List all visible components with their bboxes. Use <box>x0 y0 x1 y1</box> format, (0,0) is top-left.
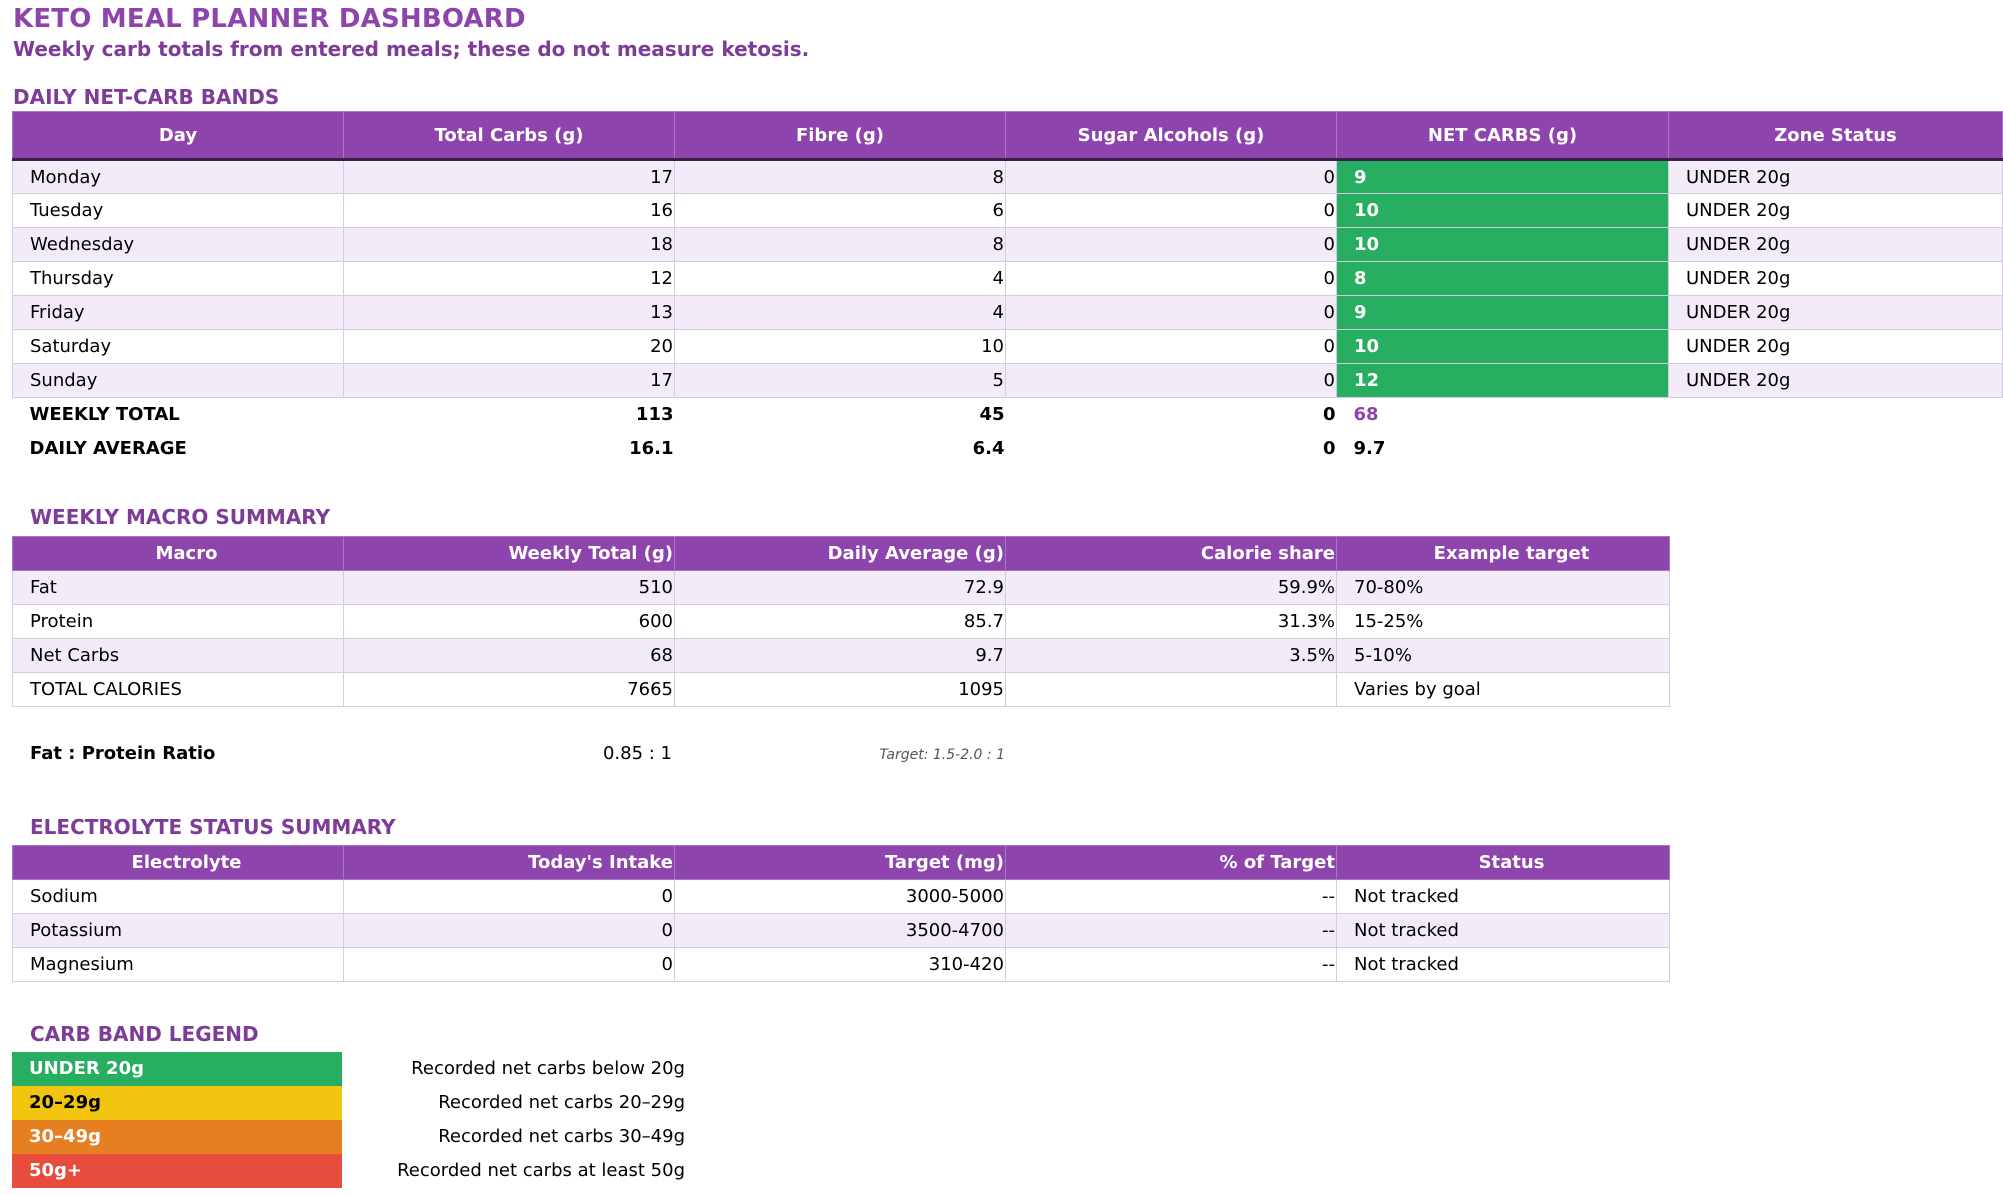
col-header-percent-of-target[interactable]: % of Target <box>1006 846 1337 880</box>
macro-cell[interactable]: Fat <box>13 571 344 605</box>
legend-item-20-29g[interactable] <box>12 1086 1012 1120</box>
table-row[interactable] <box>13 605 1670 639</box>
net-carbs-cell[interactable]: 12 <box>1337 364 1669 398</box>
table-row[interactable] <box>13 880 1670 914</box>
zone-status-cell[interactable]: UNDER 20g <box>1669 296 2003 330</box>
zone-status-cell[interactable]: UNDER 20g <box>1669 262 2003 296</box>
weekly-total-cell[interactable]: 600 <box>344 605 675 639</box>
zone-status-cell[interactable]: UNDER 20g <box>1669 364 2003 398</box>
example-target-cell[interactable]: 15-25% <box>1337 605 1670 639</box>
target-cell[interactable]: 310-420 <box>675 948 1006 982</box>
col-header-status[interactable]: Status <box>1337 846 1670 880</box>
fibre-cell[interactable]: 6 <box>675 194 1006 228</box>
sugar-alcohols-cell[interactable]: 0 <box>1006 160 1337 194</box>
table-row[interactable] <box>13 160 2003 194</box>
table-row[interactable] <box>13 194 2003 228</box>
zone-status-cell[interactable]: UNDER 20g <box>1669 160 2003 194</box>
net-carbs-cell[interactable]: 8 <box>1337 262 1669 296</box>
sugar-alcohols-cell[interactable]: 0 <box>1006 194 1337 228</box>
net-carbs-cell[interactable]: 9 <box>1337 160 1669 194</box>
day-cell[interactable]: Wednesday <box>13 228 344 262</box>
weekly-total-fibre[interactable]: 45 <box>979 404 1005 426</box>
sugar-alcohols-cell[interactable]: 0 <box>1006 228 1337 262</box>
percent-cell[interactable]: -- <box>1006 914 1337 948</box>
fibre-cell[interactable]: 8 <box>675 228 1006 262</box>
zone-status-cell[interactable]: UNDER 20g <box>1669 330 2003 364</box>
electrolyte-header-row <box>13 846 1670 880</box>
day-cell[interactable]: Saturday <box>13 330 344 364</box>
fat-protein-ratio-target: Target: 1.5-2.0 : 1 <box>879 747 1005 763</box>
col-header-total-carbs[interactable]: Total Carbs (g) <box>344 112 675 160</box>
net-carbs-cell[interactable]: 10 <box>1337 228 1669 262</box>
macro-cell[interactable]: TOTAL CALORIES <box>13 673 344 707</box>
weekly-total-cell[interactable]: 68 <box>344 639 675 673</box>
legend-item-under-20g[interactable] <box>12 1052 1012 1086</box>
net-carbs-cell[interactable]: 10 <box>1337 330 1669 364</box>
daily-average-fibre[interactable]: 6.4 <box>972 438 1005 459</box>
percent-cell[interactable]: -- <box>1006 948 1337 982</box>
percent-cell[interactable]: -- <box>1006 880 1337 914</box>
legend-swatch-green: UNDER 20g <box>12 1052 342 1086</box>
table-row[interactable] <box>13 914 1670 948</box>
col-header-example-target[interactable]: Example target <box>1337 537 1670 571</box>
weekly-total-row[interactable] <box>13 398 2003 432</box>
total-carbs-cell[interactable]: 20 <box>344 330 675 364</box>
sugar-alcohols-cell[interactable]: 0 <box>1006 330 1337 364</box>
daily-section-title: DAILY NET-CARB BANDS <box>13 85 280 109</box>
table-row[interactable] <box>13 571 1670 605</box>
daily-average-cell[interactable]: 9.7 <box>675 639 1006 673</box>
col-header-target-mg[interactable]: Target (mg) <box>675 846 1006 880</box>
fibre-cell[interactable]: 5 <box>675 364 1006 398</box>
fibre-cell[interactable]: 4 <box>675 296 1006 330</box>
fat-protein-ratio-label: Fat : Protein Ratio <box>30 743 216 764</box>
table-row[interactable] <box>13 673 1670 707</box>
daily-average-cell[interactable]: 72.9 <box>675 571 1006 605</box>
example-target-cell[interactable]: Varies by goal <box>1337 673 1670 707</box>
target-cell[interactable]: 3000-5000 <box>675 880 1006 914</box>
fibre-cell[interactable]: 8 <box>675 160 1006 194</box>
macro-header-row <box>13 537 1670 571</box>
weekly-total-net-carbs[interactable]: 68 <box>1353 404 1379 426</box>
legend-swatch-orange: 30–49g <box>12 1120 342 1154</box>
fibre-cell[interactable]: 10 <box>675 330 1006 364</box>
day-cell[interactable]: Thursday <box>13 262 344 296</box>
total-carbs-cell[interactable]: 12 <box>344 262 675 296</box>
daily-average-label: DAILY AVERAGE <box>29 438 187 459</box>
weekly-total-cell[interactable]: 7665 <box>344 673 675 707</box>
total-carbs-cell[interactable]: 18 <box>344 228 675 262</box>
zone-status-cell[interactable]: UNDER 20g <box>1669 194 2003 228</box>
legend-description: Recorded net carbs 20–29g <box>438 1092 685 1113</box>
weekly-total-label: WEEKLY TOTAL <box>29 404 180 426</box>
empty-cell <box>1669 398 2003 432</box>
daily-average-net-carbs[interactable]: 9.7 <box>1353 438 1386 459</box>
total-carbs-cell[interactable]: 16 <box>344 194 675 228</box>
day-cell[interactable]: Friday <box>13 296 344 330</box>
table-row[interactable] <box>13 364 2003 398</box>
total-carbs-cell[interactable]: 17 <box>344 364 675 398</box>
col-header-net-carbs[interactable]: NET CARBS (g) <box>1337 112 1669 160</box>
legend-section-title: CARB BAND LEGEND <box>30 1022 259 1046</box>
intake-cell[interactable]: 0 <box>344 880 675 914</box>
table-row[interactable] <box>13 639 1670 673</box>
col-header-weekly-total[interactable]: Weekly Total (g) <box>344 537 675 571</box>
status-cell[interactable]: Not tracked <box>1337 880 1670 914</box>
table-row[interactable] <box>13 948 1670 982</box>
sugar-alcohols-cell[interactable]: 0 <box>1006 296 1337 330</box>
col-header-sugar-alcohols[interactable]: Sugar Alcohols (g) <box>1006 112 1337 160</box>
table-row[interactable] <box>13 330 2003 364</box>
page-subtitle: Weekly carb totals from entered meals; these do not measure ketosis. <box>13 37 810 61</box>
table-row[interactable] <box>13 228 2003 262</box>
calorie-share-cell[interactable]: 31.3% <box>1006 605 1337 639</box>
intake-cell[interactable]: 0 <box>344 914 675 948</box>
daily-average-row[interactable] <box>13 432 2003 466</box>
macro-section-title: WEEKLY MACRO SUMMARY <box>30 505 331 529</box>
empty-cell <box>1669 432 2003 466</box>
col-header-calorie-share[interactable]: Calorie share <box>1006 537 1337 571</box>
daily-average-carbs[interactable]: 16.1 <box>629 438 674 459</box>
legend-item-50g-plus[interactable] <box>12 1154 1012 1188</box>
macro-summary-table <box>12 536 1670 707</box>
electrolyte-table <box>12 845 1670 982</box>
daily-average-cell[interactable]: 1095 <box>675 673 1006 707</box>
fibre-cell[interactable]: 4 <box>675 262 1006 296</box>
net-carbs-cell[interactable]: 9 <box>1337 296 1669 330</box>
daily-average-cell[interactable]: 85.7 <box>675 605 1006 639</box>
electrolyte-cell[interactable]: Magnesium <box>13 948 344 982</box>
target-cell[interactable]: 3500-4700 <box>675 914 1006 948</box>
weekly-total-carbs[interactable]: 113 <box>635 404 674 426</box>
calorie-share-cell[interactable]: 3.5% <box>1006 639 1337 673</box>
zone-status-cell[interactable]: UNDER 20g <box>1669 228 2003 262</box>
net-carbs-cell[interactable]: 10 <box>1337 194 1669 228</box>
weekly-total-cell[interactable]: 510 <box>344 571 675 605</box>
col-header-fibre[interactable]: Fibre (g) <box>675 112 1006 160</box>
macro-cell[interactable]: Protein <box>13 605 344 639</box>
intake-cell[interactable]: 0 <box>344 948 675 982</box>
legend-swatch-yellow: 20–29g <box>12 1086 342 1120</box>
legend-description: Recorded net carbs at least 50g <box>397 1160 685 1181</box>
electrolyte-cell[interactable]: Sodium <box>13 880 344 914</box>
legend-description: Recorded net carbs 30–49g <box>438 1126 685 1147</box>
daily-header-row <box>13 112 2003 160</box>
fat-protein-ratio-value[interactable]: 0.85 : 1 <box>602 743 672 764</box>
daily-average-sugar-alcohols[interactable]: 0 <box>1322 438 1336 459</box>
legend-description: Recorded net carbs below 20g <box>411 1058 685 1079</box>
table-row[interactable] <box>13 296 2003 330</box>
day-cell[interactable]: Tuesday <box>13 194 344 228</box>
col-header-day[interactable]: Day <box>13 112 344 160</box>
calorie-share-cell[interactable]: 59.9% <box>1006 571 1337 605</box>
page-title: KETO MEAL PLANNER DASHBOARD <box>13 4 526 34</box>
table-row[interactable] <box>13 262 2003 296</box>
sugar-alcohols-cell[interactable]: 0 <box>1006 364 1337 398</box>
weekly-total-sugar-alcohols[interactable]: 0 <box>1322 404 1336 426</box>
status-cell[interactable]: Not tracked <box>1337 948 1670 982</box>
col-header-todays-intake[interactable]: Today's Intake <box>344 846 675 880</box>
electrolyte-cell[interactable]: Potassium <box>13 914 344 948</box>
col-header-macro[interactable]: Macro <box>13 537 344 571</box>
legend-item-30-49g[interactable] <box>12 1120 1012 1154</box>
col-header-zone-status[interactable]: Zone Status <box>1669 112 2003 160</box>
sugar-alcohols-cell[interactable]: 0 <box>1006 262 1337 296</box>
electrolyte-section-title: ELECTROLYTE STATUS SUMMARY <box>30 815 396 839</box>
status-cell[interactable]: Not tracked <box>1337 914 1670 948</box>
col-header-daily-average[interactable]: Daily Average (g) <box>675 537 1006 571</box>
col-header-electrolyte[interactable]: Electrolyte <box>13 846 344 880</box>
macro-cell[interactable]: Net Carbs <box>13 639 344 673</box>
calorie-share-cell[interactable] <box>1006 673 1337 707</box>
legend-swatch-red: 50g+ <box>12 1154 342 1188</box>
day-cell[interactable]: Sunday <box>13 364 344 398</box>
total-carbs-cell[interactable]: 13 <box>344 296 675 330</box>
daily-net-carb-table <box>12 111 2003 466</box>
example-target-cell[interactable]: 5-10% <box>1337 639 1670 673</box>
day-cell[interactable]: Monday <box>13 160 344 194</box>
example-target-cell[interactable]: 70-80% <box>1337 571 1670 605</box>
total-carbs-cell[interactable]: 17 <box>344 160 675 194</box>
